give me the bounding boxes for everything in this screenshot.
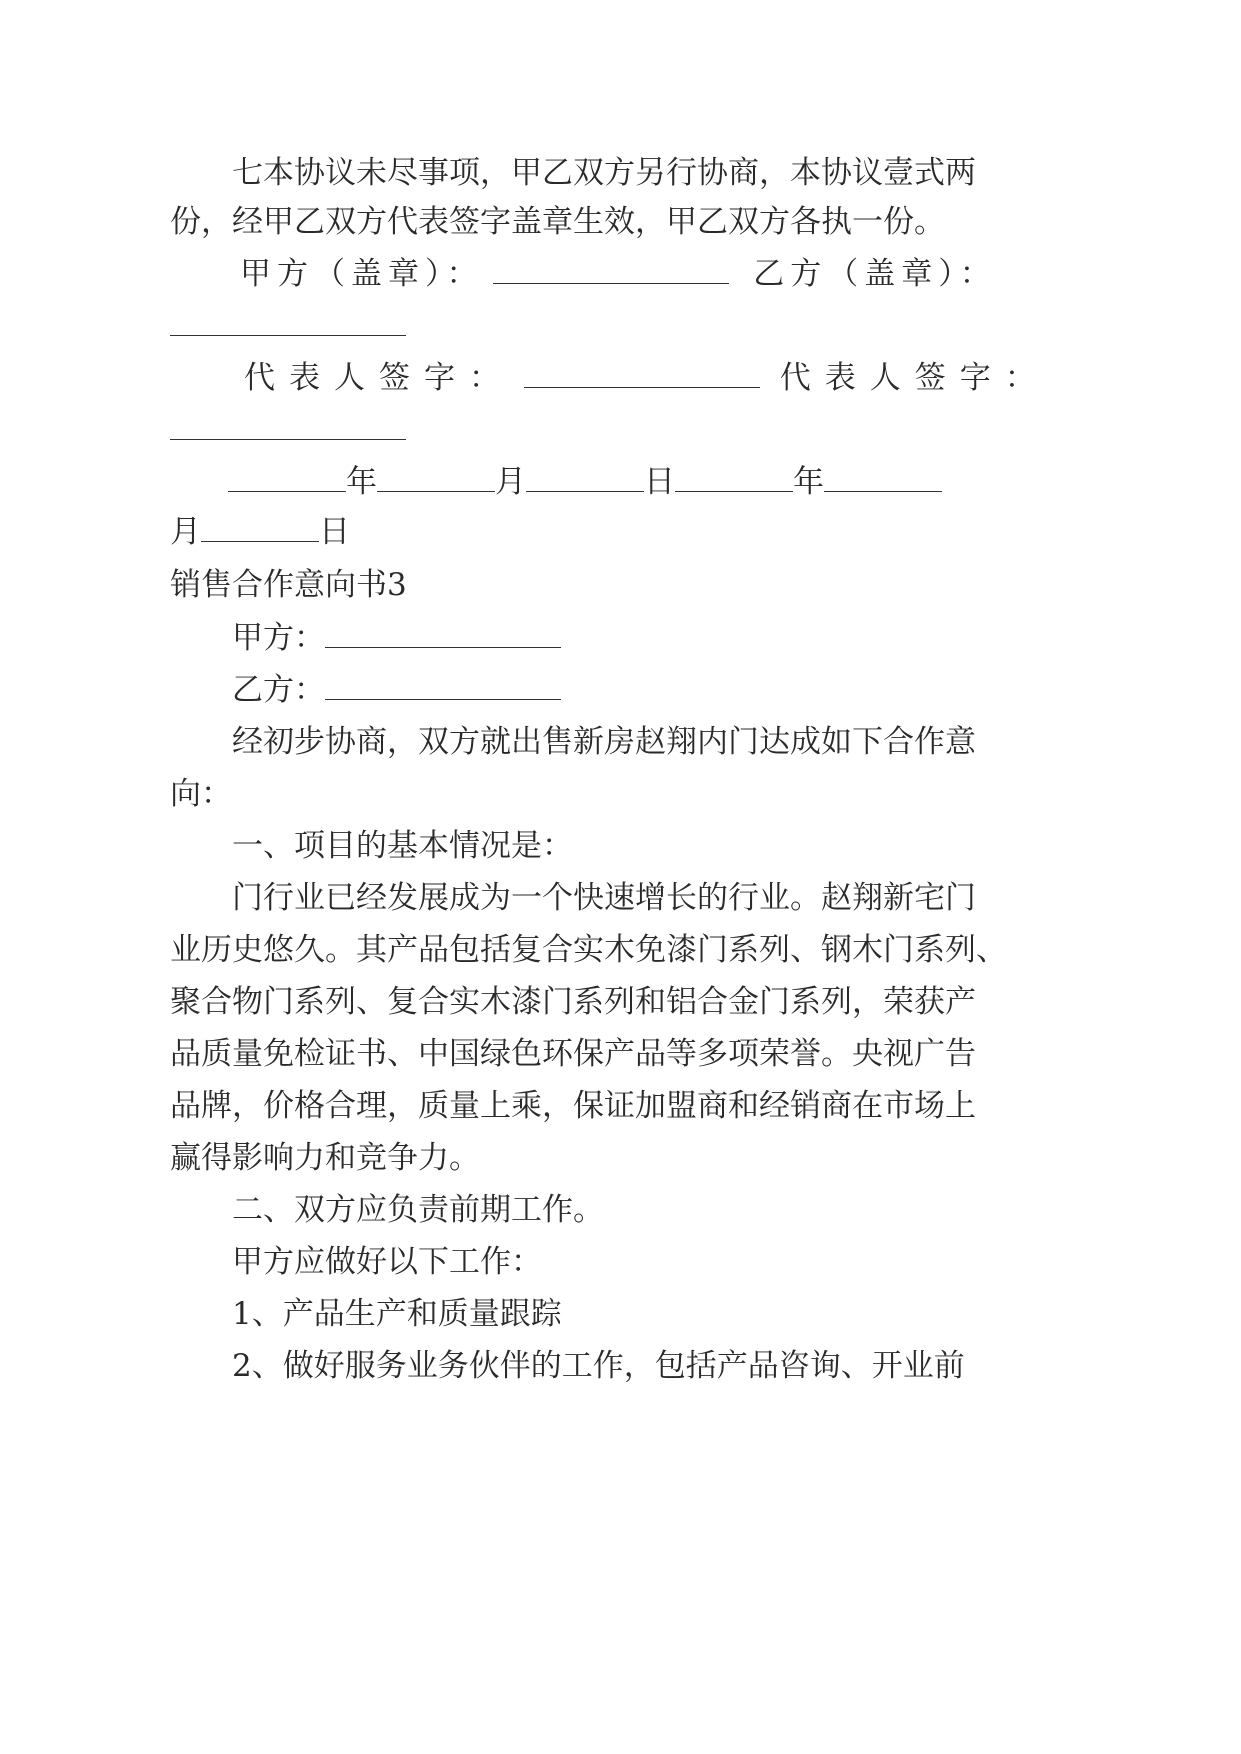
party-a-row	[232, 618, 561, 658]
blank-line	[228, 465, 346, 492]
blank-line	[824, 465, 942, 492]
sign-party-a-row	[240, 254, 997, 294]
blank-line-row	[170, 410, 406, 450]
sign-party-b-label: 乙方（盖章）：	[753, 256, 997, 292]
blank-line	[170, 413, 406, 440]
year-label: 年	[793, 464, 824, 500]
blank-line	[170, 309, 406, 336]
list-item: 2、做好服务业务伙伴的工作，包括产品咨询、开业前	[232, 1348, 965, 1384]
party-b-label: 乙方：	[232, 672, 325, 708]
paragraph-line: 甲方应做好以下工作：	[232, 1244, 542, 1280]
paragraph-line: 聚合物门系列、复合实木漆门系列和铝合金门系列，荣获产	[170, 984, 976, 1020]
day-label: 日	[644, 464, 675, 500]
paragraph-line: 向：	[170, 776, 232, 812]
month-label: 月	[170, 514, 201, 550]
paragraph-line: 赢得影响力和竞争力。	[170, 1140, 480, 1176]
blank-line	[493, 257, 729, 284]
rep-b-label: 代表人签字：	[779, 360, 1050, 396]
rep-signature-row	[244, 358, 1050, 398]
paragraph-line: 经初步协商，双方就出售新房赵翔内门达成如下合作意	[232, 724, 976, 760]
section-heading: 一、项目的基本情况是：	[232, 828, 573, 864]
section-title: 销售合作意向书3	[170, 567, 407, 603]
blank-line	[325, 673, 561, 700]
paragraph-line: 份，经甲乙双方代表签字盖章生效，甲乙双方各执一份。	[170, 204, 945, 240]
party-b-row	[232, 670, 561, 710]
blank-line	[675, 465, 793, 492]
sign-party-a-label: 甲方（盖章）：	[240, 256, 484, 292]
date-row-cont	[170, 512, 350, 552]
blank-line	[526, 465, 644, 492]
paragraph-line: 门行业已经发展成为一个快速增长的行业。赵翔新宅门	[232, 880, 976, 916]
rep-a-label: 代表人签字：	[244, 360, 514, 396]
party-a-label: 甲方：	[232, 620, 325, 656]
day-label: 日	[319, 514, 350, 550]
list-item: 1、产品生产和质量跟踪	[232, 1296, 562, 1332]
blank-line	[377, 465, 495, 492]
blank-line	[524, 361, 760, 388]
section-heading: 二、双方应负责前期工作。	[232, 1192, 604, 1228]
paragraph-line: 品质量免检证书、中国绿色环保产品等多项荣誉。央视广告	[170, 1036, 976, 1072]
paragraph-line: 业历史悠久。其产品包括复合实木免漆门系列、钢木门系列、	[170, 932, 1007, 968]
month-label: 月	[495, 464, 526, 500]
blank-line-row	[170, 306, 406, 346]
blank-line	[201, 515, 319, 542]
paragraph-line: 七本协议未尽事项，甲乙双方另行协商，本协议壹式两	[232, 155, 976, 191]
year-label: 年	[346, 464, 377, 500]
paragraph-line: 品牌，价格合理，质量上乘，保证加盟商和经销商在市场上	[170, 1088, 976, 1124]
date-row	[228, 462, 942, 502]
blank-line	[325, 621, 561, 648]
